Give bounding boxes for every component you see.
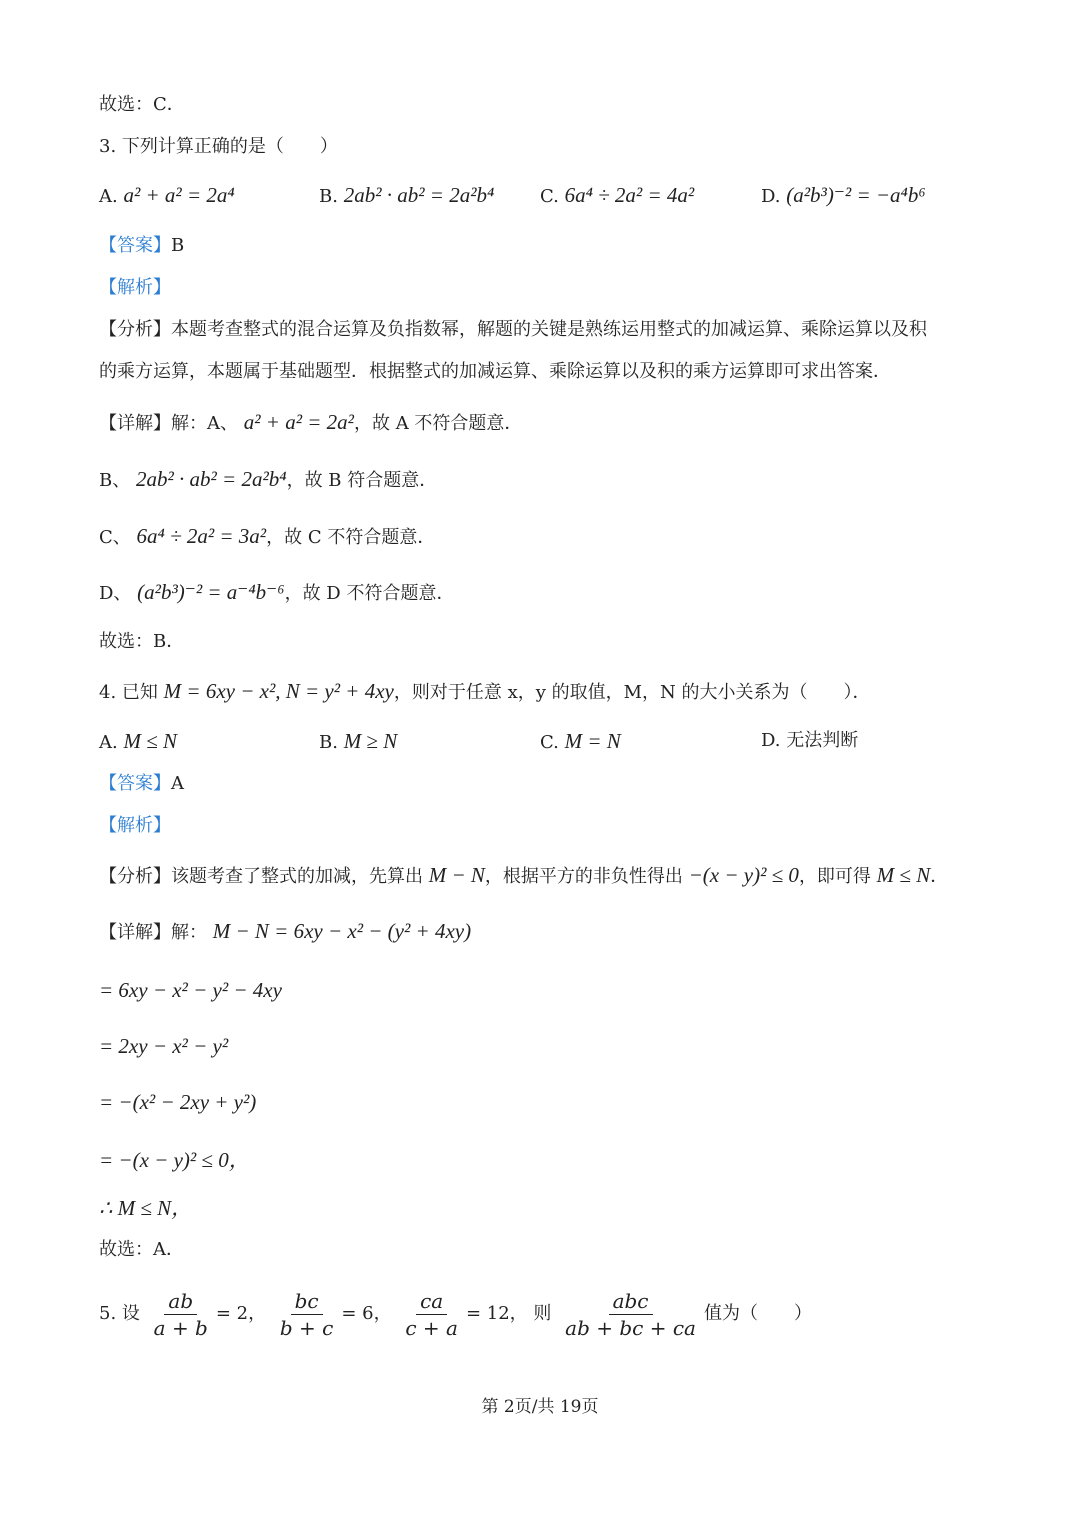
q4-option-c: C. M = N	[540, 729, 621, 753]
q3-detail-c-expr: 6a⁴ ÷ 2a² = 3a²	[136, 524, 267, 548]
q3-detail-a: 【详解】解：A、 a² + a² = 2a²，故 A 不符合题意．	[99, 410, 523, 434]
q4-number: 4.	[99, 682, 117, 703]
q4-option-a: A. M ≤ N	[99, 729, 177, 753]
q4-detail-tag: 【详解】	[99, 922, 171, 943]
q3-detail-d: D、 (a²b³)⁻² = a⁻⁴b⁻⁶，故 D 不符合题意．	[99, 580, 455, 604]
q3-detail-tag: 【详解】	[99, 413, 171, 434]
q3-fenxi-line1: 【分析】本题考查整式的混合运算及负指数幂，解题的关键是熟练运用整式的加减运算、乘除运算以及积	[99, 319, 927, 340]
q4-answer-tag: 【答案】	[99, 773, 171, 794]
q3-detail-b-expr: 2ab² · ab² = 2a²b⁴	[135, 467, 287, 491]
q4-options	[99, 727, 999, 757]
q4-answer	[99, 770, 184, 798]
q4-step-2: = 6xy − x² − y² − 4xy	[99, 978, 282, 1002]
q4-option-a-expr: M ≤ N	[123, 729, 177, 753]
q4-step-1: M − N = 6xy − x² − (y² + 4xy)	[212, 919, 472, 943]
q4-step-3: = 2xy − x² − y²	[99, 1034, 229, 1058]
q4-step-5: = −(x − y)² ≤ 0，	[99, 1148, 250, 1172]
q3-option-b-expr: 2ab² · ab² = 2a²b⁴	[343, 183, 495, 207]
q3-stem-text: 下列计算正确的是（ ）	[121, 136, 338, 157]
page-footer: 第 2页/共 19页	[481, 1397, 599, 1417]
q3-fenxi-line2: 的乘方运算，本题属于基础题型．根据整式的加减运算、乘除运算以及积的乘方运算即可求出答案．	[99, 361, 891, 382]
q4-step-4: = −(x² − 2xy + y²)	[99, 1090, 257, 1114]
q4-option-d-text: 无法判断	[786, 730, 859, 751]
q4-fenxi-tag: 【分析】	[99, 866, 171, 887]
q4-option-b: B. M ≥ N	[319, 729, 398, 753]
q4-stem: 4. 已知 M = 6xy − x², N = y² + 4xy，则对于任意 x，y 的取值，M，N 的大小关系为（ ）．	[99, 679, 871, 703]
q5-stem: 5. 设 $\frac{ab}{a + b}$ = 2， $\frac{bc}{b + c}$ = 6， $\frac{ca}{c + a}$ = 12， 则 $\frac{\text{abc}}{ab + bc + ca}$ 值为（ ）	[99, 1288, 812, 1340]
q5-fraction-4: $\frac{\text{abc}}{ab + bc + ca}$	[565, 1288, 696, 1340]
q4-conclusion: 故选：A．	[99, 1239, 184, 1260]
q3-analysis-tag: 【解析】	[99, 277, 171, 298]
q3-answer	[99, 232, 184, 260]
q3-option-c-expr: 6a⁴ ÷ 2a² = 4a²	[564, 183, 695, 207]
q3-detail-a-expr: a² + a² = 2a²	[243, 410, 354, 434]
q3-option-b: B. 2ab² · ab² = 2a²b⁴	[319, 183, 495, 207]
q3-option-d-expr: (a²b³)⁻² = −a⁴b⁶	[786, 183, 926, 207]
q4-option-b-expr: M ≥ N	[343, 729, 398, 753]
q3-option-a: A. a² + a² = 2a⁴	[99, 183, 235, 207]
q3-stem	[99, 133, 338, 161]
q4-analysis-tag: 【解析】	[99, 815, 171, 836]
q5-number: 5.	[99, 1303, 117, 1324]
q4-fenxi: 【分析】该题考查了整式的加减，先算出 M − N，根据平方的非负性得出 −(x − y)² ≤ 0，即可得 M ≤ N．	[99, 863, 949, 887]
q3-detail-b: B、 2ab² · ab² = 2a²b⁴，故 B 符合题意．	[99, 467, 438, 491]
q4-option-c-expr: M = N	[564, 729, 621, 753]
q3-answer-tag: 【答案】	[99, 235, 171, 256]
q3-option-a-expr: a² + a² = 2a⁴	[123, 183, 235, 207]
q4-stem-expr: M = 6xy − x², N = y² + 4xy	[163, 679, 394, 703]
q5-fraction-1: $\frac{ab}{a + b}$	[153, 1288, 208, 1340]
q3-option-d: D. (a²b³)⁻² = −a⁴b⁶	[761, 183, 926, 207]
q3-fenxi-tag: 【分析】	[99, 319, 171, 340]
q5-fraction-2: $\frac{bc}{b + c}$	[279, 1288, 334, 1340]
q4-detail: 【详解】解： M − N = 6xy − x² − (y² + 4xy)	[99, 919, 472, 943]
q4-step-6: ∴ M ≤ N，	[99, 1196, 193, 1220]
q3-options	[99, 181, 999, 211]
q3-detail-c: C、 6a⁴ ÷ 2a² = 3a²，故 C 不符合题意．	[99, 524, 436, 548]
q4-option-d: D. 无法判断	[761, 730, 859, 751]
q3-answer-value: B	[171, 235, 185, 256]
q3-detail-d-expr: (a²b³)⁻² = a⁻⁴b⁻⁶	[137, 580, 285, 604]
q3-option-c: C. 6a⁴ ÷ 2a² = 4a²	[540, 183, 695, 207]
q4-answer-value: A	[171, 773, 184, 794]
q3-number: 3.	[99, 136, 117, 157]
q5-fraction-3: $\frac{ca}{c + a}$	[405, 1288, 458, 1340]
q3-conclusion: 故选：B．	[99, 631, 185, 652]
prev-conclusion: 故选：C．	[99, 94, 185, 115]
